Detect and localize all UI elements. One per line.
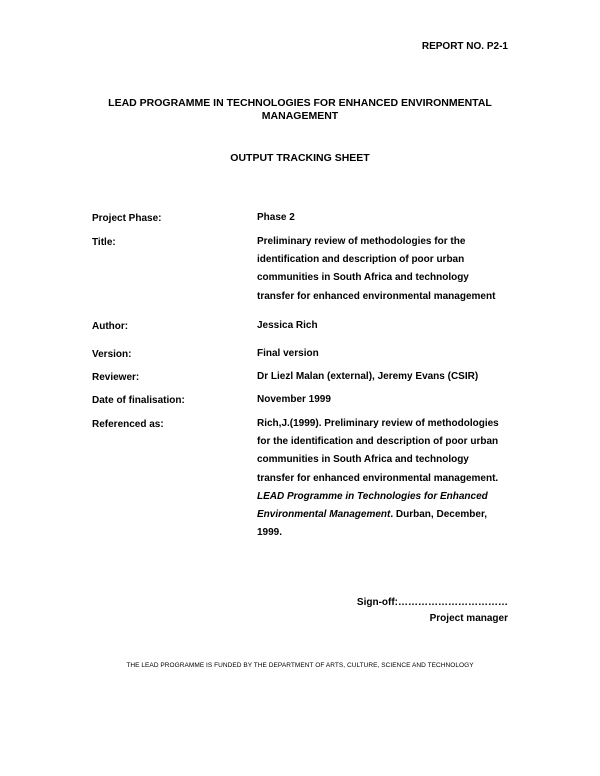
reference-line: transfer for enhanced environmental management. [257,472,499,484]
reviewer-value: Dr Liezl Malan (external), Jeremy Evans (CSIR) [257,371,479,382]
reference-text: . Durban, December, [390,509,488,521]
title-line: Preliminary review of methodologies for the [257,236,466,247]
referenced-as-value [257,415,519,542]
reference-line: Rich,J.(1999). Preliminary review of methodologies [257,418,499,429]
reference-line: 1999. [257,527,283,539]
referenced-as-label: Referenced as: [92,419,164,430]
title-line: identification and description of poor urban [257,254,465,266]
version-label: Version: [92,349,132,360]
title-label: Title: [92,237,116,248]
signoff-line: Sign-off:…………………………… [356,597,508,608]
reference-italic-text: Environmental Management [257,509,391,521]
version-value: Final version [257,348,319,359]
sheet-title: OUTPUT TRACKING SHEET [230,152,370,164]
title-line: transfer for enhanced environmental management [257,290,496,302]
reference-line [257,506,519,524]
reference-line: for the identification and description of poor urban [257,436,499,448]
title-line: communities in South Africa and technology [257,272,469,284]
reference-line: communities in South Africa and technology [257,454,469,466]
report-number: REPORT NO. P2-1 [421,41,508,52]
date-of-finalisation-value: November 1999 [257,394,331,405]
reviewer-label: Reviewer: [92,372,140,383]
author-value: Jessica Rich [257,320,318,331]
reference-line: LEAD Programme in Technologies for Enhanced [257,490,488,502]
signoff-role: Project manager [429,613,508,624]
project-phase-label: Project Phase: [92,213,162,224]
funding-footer: THE LEAD PROGRAMME IS FUNDED BY THE DEPARTMENT OF ARTS, CULTURE, SCIENCE AND TECHNOLOGY [126,662,474,669]
programme-title: LEAD PROGRAMME IN TECHNOLOGIES FOR ENHANCED ENVIRONMENTAL MANAGEMENT [108,97,492,122]
author-label: Author: [92,321,129,332]
title-value [257,233,519,306]
project-phase-value: Phase 2 [257,212,295,223]
date-of-finalisation-label: Date of finalisation: [92,395,185,406]
